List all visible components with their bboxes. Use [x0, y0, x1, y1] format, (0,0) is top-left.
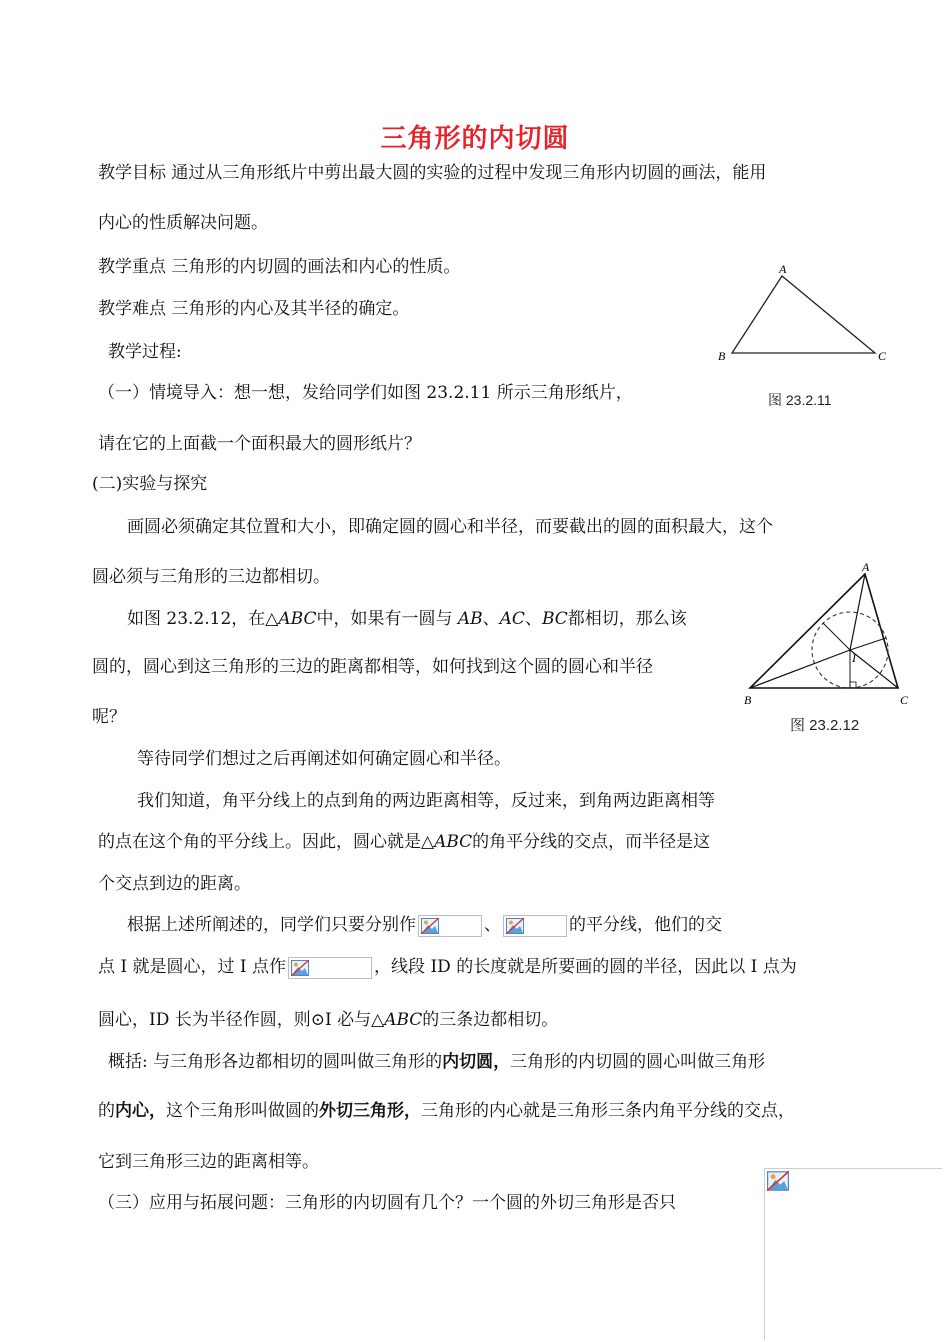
paragraph-line: [127, 607, 687, 631]
bisector-b: [750, 650, 850, 688]
vertex-c-label: C: [878, 349, 887, 363]
paragraph-line: [98, 830, 710, 854]
math-span: AB: [457, 609, 483, 629]
radius-to-ab: [823, 623, 850, 650]
text-span: 、: [482, 609, 500, 629]
summary-line-3: 它到三角形三边的距离相等。: [98, 1152, 319, 1172]
objective-line-2: 内心的性质解决问题。: [98, 213, 268, 233]
paragraph-line: 等待同学们想过之后再阐述如何确定圆心和半径。: [137, 749, 511, 769]
radius-to-ac: [850, 638, 886, 650]
math-span: ABC: [278, 609, 317, 629]
page-title: 三角形的内切圆: [380, 124, 570, 154]
figure-caption: 图 23.2.12: [790, 717, 860, 734]
text-span: 的平分线，他们的交: [569, 915, 722, 935]
intro-line-1: （一）情境导入：想一想，发给同学们如图 23.2.11 所示三角形纸片，: [98, 383, 633, 403]
broken-image-icon: [291, 960, 309, 976]
paragraph-line: 我们知道，角平分线上的点到角的两边距离相等，反过来，到角两边距离相等: [137, 791, 715, 811]
math-span: ABC: [384, 1010, 423, 1030]
paragraph-line: 圆必须与三角形的三边都相切。: [92, 567, 330, 587]
bold-term: 外切三角形，: [319, 1101, 421, 1121]
vertex-b-label: B: [744, 693, 752, 707]
paragraph-line: [98, 1008, 558, 1032]
broken-image-icon: [421, 918, 439, 934]
paragraph-line: 画圆必须确定其位置和大小，即确定圆的圆心和半径，而要截出的圆的面积最大，这个: [127, 517, 773, 537]
text-span: 的点在这个角的平分线上。因此，圆心就是△: [98, 832, 435, 852]
vertex-b-label: B: [718, 349, 726, 363]
paragraph-line: [98, 954, 797, 980]
broken-image-icon: [767, 1171, 789, 1191]
bisector-c: [850, 650, 898, 688]
text-span: 根据上述所阐述的，同学们只要分别作: [127, 915, 416, 935]
text-span: 三角形的内心就是三角形三条内角平分线的交点，: [421, 1101, 795, 1121]
application-line: （三）应用与拓展问题：三角形的内切圆有几个？一个圆的外切三角形是否只: [98, 1193, 676, 1213]
bisector-a: [850, 574, 865, 650]
broken-image-placeholder: [764, 1168, 942, 1340]
bold-term: 内切圆，: [442, 1052, 511, 1072]
text-span: 的: [98, 1101, 115, 1121]
figure-incircle: [740, 558, 920, 708]
text-span: 都相切，那么该: [567, 609, 687, 629]
process-heading: 教学过程:: [108, 342, 182, 362]
paragraph-line: 圆的，圆心到这三角形的三边的距离都相等，如何找到这个圆的圆心和半径: [92, 657, 653, 677]
broken-image-angle-b: [418, 915, 482, 937]
text-span: 如图 23.2.12，在△: [127, 609, 279, 629]
figure-triangle-abc: [712, 262, 897, 366]
text-span: 中，如果有一圆与: [316, 609, 458, 629]
intro-line-2: 请在它的上面截一个面积最大的圆形纸片？: [98, 434, 421, 454]
bold-term: 内心，: [115, 1101, 166, 1121]
math-span: ABC: [434, 832, 473, 852]
vertex-a-label: A: [779, 262, 787, 276]
paragraph-line: [127, 912, 722, 938]
figure-caption: 图 23.2.11: [768, 392, 832, 408]
broken-image-perpendicular: [288, 957, 372, 979]
text-span: ，线段 ID 的长度就是所要画的圆的半径，因此以 I 点为: [374, 957, 797, 977]
text-span: 这个三角形叫做圆的: [166, 1101, 319, 1121]
math-span: BC: [541, 609, 568, 629]
difficulty-line: 教学难点 三角形的内心及其半径的确定。: [98, 299, 410, 319]
text-span: 概括: 与三角形各边都相切的圆叫做三角形的: [108, 1052, 443, 1072]
text-span: 的三条边都相切。: [422, 1010, 559, 1030]
objective-line-1: 教学目标 通过从三角形纸片中剪出最大圆的实验的过程中发现三角形内切圆的画法，能用: [98, 163, 767, 183]
incenter-label: I: [852, 651, 856, 665]
broken-image-icon: [506, 918, 524, 934]
section-two-heading: (二)实验与探究: [92, 474, 208, 494]
summary-line-2: [98, 1099, 795, 1123]
summary-line-1: [108, 1050, 765, 1074]
text-span: 、: [484, 915, 501, 935]
right-angle-mark: [850, 682, 856, 688]
paragraph-line: 个交点到边的距离。: [98, 874, 251, 894]
math-span: AC: [499, 609, 525, 629]
vertex-c-label: C: [900, 693, 909, 707]
key-point-line: 教学重点 三角形的内切圆的画法和内心的性质。: [98, 257, 461, 277]
paragraph-line: 呢？: [92, 707, 126, 727]
text-span: 三角形的内切圆的圆心叫做三角形: [510, 1052, 766, 1072]
broken-image-angle-c: [503, 915, 567, 937]
triangle-outline: [732, 276, 875, 353]
text-span: 圆心，ID 长为半径作圆，则⊙I 必与△: [98, 1010, 385, 1030]
text-span: 、: [524, 609, 542, 629]
vertex-a-label: A: [862, 560, 870, 574]
text-span: 点 I 就是圆心，过 I 点作: [98, 957, 287, 977]
text-span: 的角平分线的交点，而半径是这: [472, 832, 711, 852]
